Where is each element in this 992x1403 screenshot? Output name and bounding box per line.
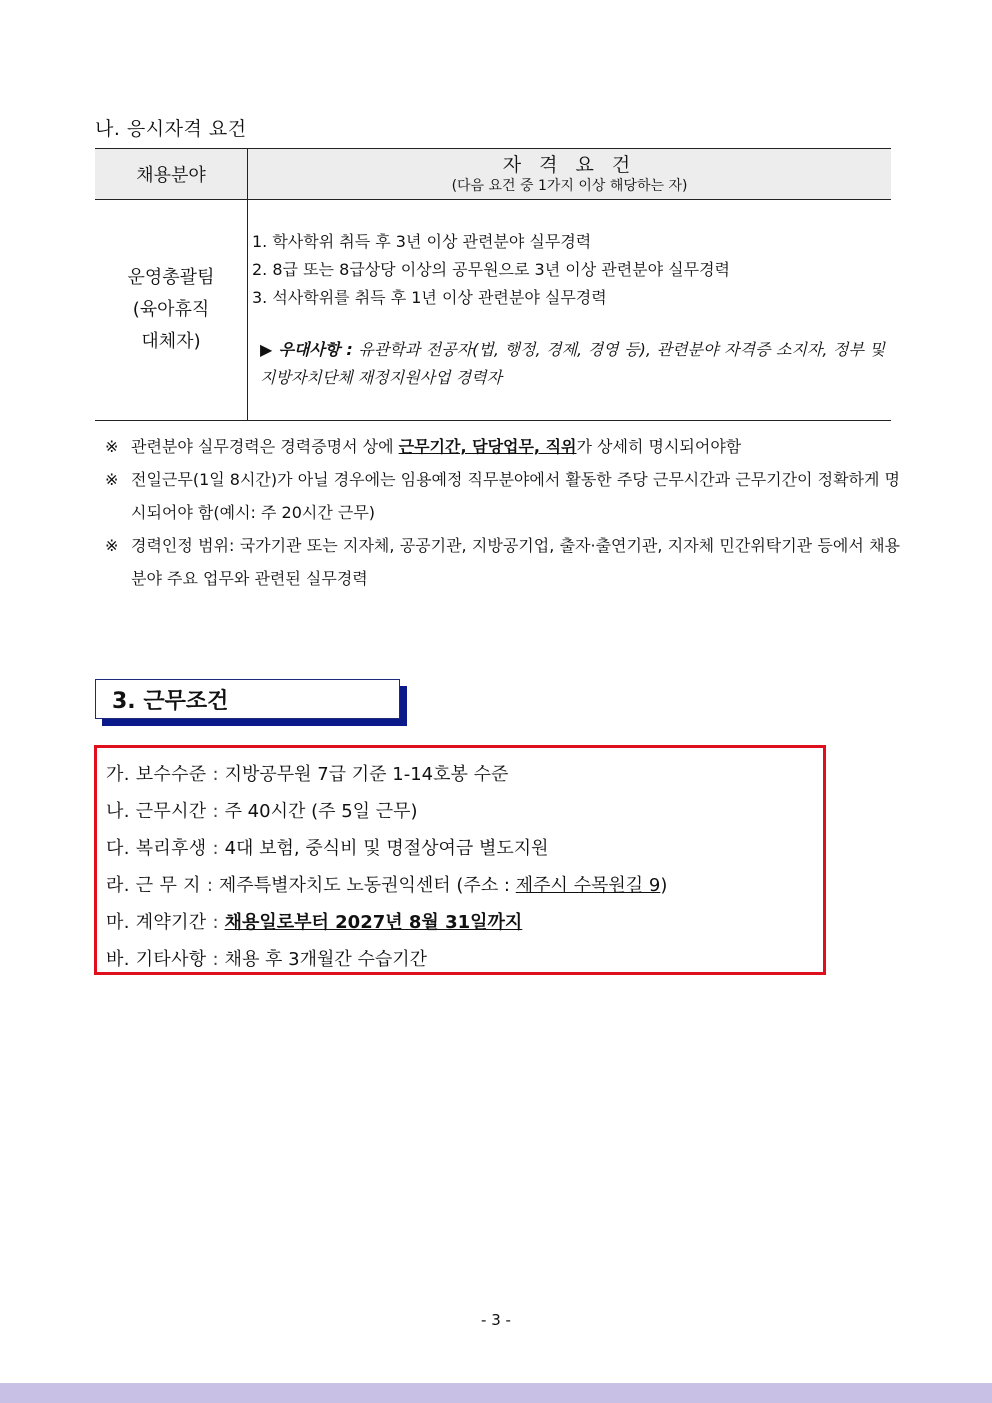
reference-mark-icon: ※ (105, 470, 119, 489)
condition-row-benefits (106, 830, 823, 867)
note1-emphasis: 근무기간, 담당업무, 직위 (398, 437, 577, 456)
row-value-end: ) (660, 875, 668, 896)
note1-pre: 관련분야 실무경력은 경력증명서 상에 (131, 437, 399, 456)
row-label: 바. 기타사항 (106, 949, 207, 970)
note-text (131, 430, 741, 463)
address-text: 제주시 수목원길 9 (515, 875, 661, 896)
row-colon: : (212, 912, 219, 933)
preference-note (248, 312, 891, 412)
condition-item: 2. 8급 또는 8급상당 이상의 공무원으로 3년 이상 관련분야 실무경력 (252, 260, 730, 279)
reference-mark-icon: ※ (105, 437, 119, 456)
row-colon: : (212, 801, 219, 822)
row-value: 4대 보험, 중식비 및 명절상여금 별도지원 (224, 838, 549, 859)
notes-list (105, 430, 900, 595)
note-text: 전일근무(1일 8시간)가 아닐 경우에는 임용예정 직무분야에서 활동한 주당 근무시간과 근무기간이 정확하게 명시되어야 함(예시: 주 20시간 근무) (131, 470, 900, 522)
condition-item: 3. 석사학위를 취득 후 1년 이상 관련분야 실무경력 (252, 288, 607, 307)
section-header-box (95, 679, 400, 719)
row-colon: : (212, 838, 219, 859)
header-requirements (248, 149, 892, 200)
note-item (105, 529, 900, 595)
note1-post: 가 상세히 명시되어야함 (576, 437, 742, 456)
row-value: 주 40시간 (주 5일 근무) (224, 801, 418, 822)
working-conditions-box (94, 745, 826, 975)
note-item (105, 463, 900, 529)
field-note: (육아휴직 (132, 299, 210, 320)
condition-row-salary (106, 756, 823, 793)
row-colon: : (206, 875, 213, 896)
row-value: 제주특별자치도 노동권익센터 (주소 : (218, 875, 516, 896)
condition-row-contract (106, 904, 823, 941)
preference-text: 유관학과 전공자(법, 행정, 경제, 경영 등), 관련분야 자격증 소지자, 정부 및 지방자치단체 재정지원사업 경력자 (260, 340, 886, 387)
section-title-conditions: 3. 근무조건 (112, 689, 229, 714)
preference-label: 우대사항 : (278, 340, 353, 359)
header-requirements-title: 자 격 요 건 (502, 154, 637, 176)
field-name: 운영총괄팀 (127, 267, 215, 288)
reference-mark-icon: ※ (105, 536, 119, 555)
condition-item: 1. 학사학위 취득 후 3년 이상 관련분야 실무경력 (252, 232, 592, 251)
condition-row-location (106, 867, 823, 904)
page-number: - 3 - (481, 1311, 511, 1329)
note-item (105, 430, 900, 463)
condition-row-other (106, 941, 823, 978)
row-label: 마. 계약기간 (106, 912, 207, 933)
triangle-right-icon: ▶ (260, 340, 273, 359)
section-title-eligibility: 나. 응시자격 요건 (95, 118, 247, 140)
row-value: 채용일로부터 2027년 8월 31일까지 (224, 912, 523, 933)
field-cell (95, 200, 248, 421)
row-label: 나. 근무시간 (106, 801, 207, 822)
footer-bar (0, 1383, 992, 1403)
row-label: 다. 복리후생 (106, 838, 207, 859)
eligibility-table (95, 148, 891, 421)
header-requirements-subtitle: (다음 요건 중 1가지 이상 해당하는 자) (451, 178, 688, 194)
requirements-cell (248, 200, 892, 421)
row-colon: : (212, 949, 219, 970)
row-colon: : (212, 764, 219, 785)
field-note-end: 대체자) (141, 331, 201, 352)
note-text: 경력인정 범위: 국가기관 또는 지자체, 공공기관, 지방공기업, 출자·출연기관, 지자체 민간위탁기관 등에서 채용분야 주요 업무와 관련된 실무경력 (131, 536, 900, 588)
condition-list (248, 200, 891, 312)
row-value: 지방공무원 7급 기준 1-14호봉 수준 (224, 764, 509, 785)
header-field: 채용분야 (95, 149, 248, 200)
row-label: 가. 보수수준 (106, 764, 207, 785)
condition-row-hours (106, 793, 823, 830)
row-value: 채용 후 3개월간 수습기간 (224, 949, 428, 970)
row-label: 라. 근 무 지 (106, 875, 201, 896)
